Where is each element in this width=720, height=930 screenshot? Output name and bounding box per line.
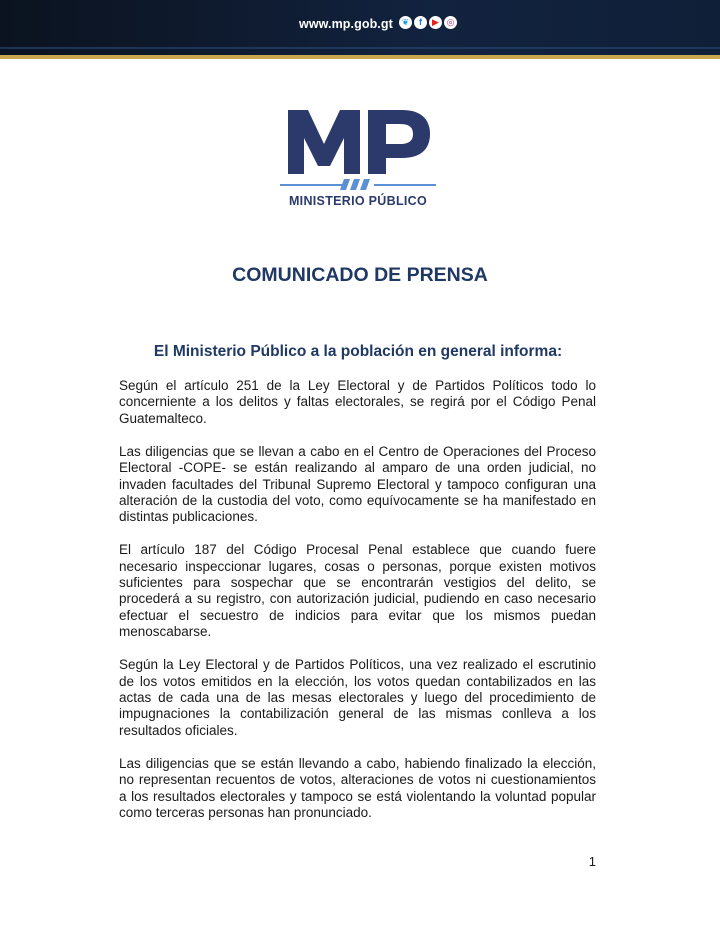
paragraph: Según el artículo 251 de la Ley Electoral y de Partidos Políticos todo lo concerniente a los delitos y faltas electorales, se regirá por el Código Penal Guatemalteco. <box>119 378 596 426</box>
youtube-icon[interactable]: ▶ <box>429 16 442 29</box>
header-accent-line <box>0 55 720 59</box>
mp-logo <box>278 106 438 216</box>
social-icons <box>399 16 457 29</box>
paragraph: Las diligencias que se llevan a cabo en el Centro de Operaciones del Proceso Electoral -COPE- se están realizando al amparo de una orden judicial, no invaden facultades del Tribunal Supremo Electoral y tampoco configuran una alteración de la custodia del voto, como equívocamente se ha manifestado en distintas publicaciones. <box>119 443 596 525</box>
page-title: COMUNICADO DE PRENSA <box>232 264 488 286</box>
facebook-icon[interactable]: f <box>414 16 427 29</box>
website-link[interactable]: www.mp.gob.gt <box>299 17 393 31</box>
twitter-icon[interactable]: ❦ <box>399 16 412 29</box>
logo-name: MINISTERIO PÚBLICO <box>288 194 428 208</box>
paragraph: El artículo 187 del Código Procesal Penal establece que cuando fuere necesario inspeccionar lugares, cosas o personas, porque existen motivos suficientes para sospechar que se encontrarán vestigios del delito, se procederá a su registro, con autorización judicial, pudiendo en caso necesario efectuar el secuestro de indicios para evitar que los mismos puedan menoscabarse. <box>119 542 596 640</box>
page-number: 1 <box>588 854 596 869</box>
mp-logo-mark <box>278 106 438 194</box>
instagram-icon[interactable]: ◎ <box>444 16 457 29</box>
paragraph: Las diligencias que se están llevando a cabo, habiendo finalizado la elección, no representan recuentos de votos, alteraciones de votos ni cuestionamientos a los resultados electorales y tampoco se está violentando la voluntad popular como terceras personas han pronunciado. <box>119 755 596 820</box>
subtitle: El Ministerio Público a la población en general informa: <box>153 343 563 360</box>
body-text <box>119 378 596 838</box>
paragraph: Según la Ley Electoral y de Partidos Políticos, una vez realizado el escrutinio de los votos emitidos en la elección, los votos quedan contabilizados en las actas de cada una de las mesas electorales y luego del procedimiento de impugnaciones la contabilización general de las mismas conlleva a los resultados oficiales. <box>119 657 596 738</box>
